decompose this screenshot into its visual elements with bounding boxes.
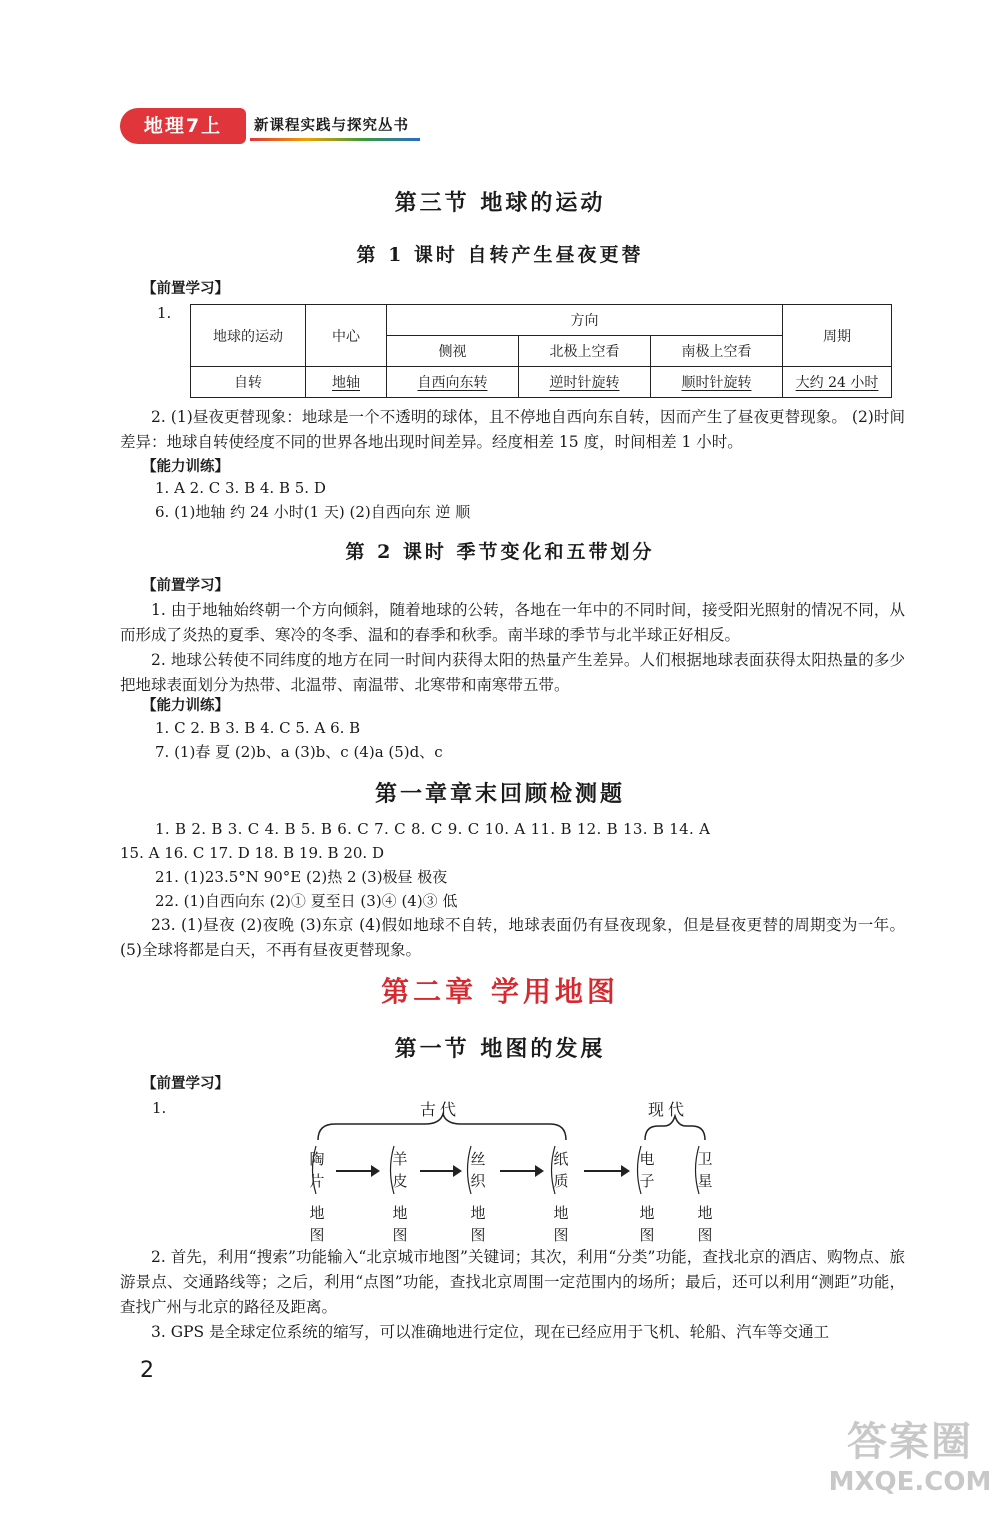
cell-center xyxy=(306,367,387,398)
header-underline xyxy=(250,138,420,141)
header-direction: 方向 xyxy=(387,305,783,336)
char: 图 xyxy=(639,1226,655,1244)
paragraph-q23: 23. (1)昼夜 (2)夜晚 (3)东京 (4)假如地球不自转，地球表面仍有昼夜现象，但是昼夜更替的周期变为一年。(5)全球将都是白天，不再有昼夜更替现象。 xyxy=(120,916,905,959)
medium-silk xyxy=(465,1148,491,1246)
medium-sheepskin xyxy=(387,1148,413,1246)
cell-south xyxy=(651,367,783,398)
header-period: 周期 xyxy=(783,305,892,367)
char: 纸 xyxy=(553,1150,569,1168)
question-number: 1. xyxy=(152,1099,167,1117)
char: 图 xyxy=(697,1226,713,1244)
paragraph-2: 2. 地球公转使不同纬度的地方在同一时间内获得太阳的热量产生差异。人们根据地球表面获得太阳热量的多少把地球表面划分为热带、北温带、南温带、北寒带和南寒带五带。 xyxy=(120,651,905,694)
section-title: 第三节 地球的运动 xyxy=(394,190,606,216)
char: 星 xyxy=(697,1172,713,1190)
answers-line: 22. (1)自西向东 (2)① 夏至日 (3)④ (4)③ 低 xyxy=(155,892,458,910)
chapter-title: 第二章 学用地图 xyxy=(381,975,619,1008)
char: 地 xyxy=(697,1204,713,1222)
char: 子 xyxy=(639,1172,655,1190)
char: 地 xyxy=(553,1204,569,1222)
medium-pottery xyxy=(304,1148,330,1246)
cell-side xyxy=(387,367,519,398)
watermark-line1: 答案圈 xyxy=(847,1419,973,1465)
question-number: 1. xyxy=(157,304,172,322)
paragraph-2: 2. 首先，利用“搜索”功能输入“北京城市地图”关键词；其次，利用“分类”功能，查找北京的酒店、购物点、旅游景点、交通路线等；之后，利用“点图”功能，查找北京周围一定范围内的场所；最后，还可以利用“测距”功能，查找广州与北京的路径及距离。 xyxy=(120,1248,905,1316)
header-south-view: 南极上空看 xyxy=(651,336,783,367)
pre-study-label: 【前置学习】 xyxy=(142,281,229,297)
lesson-2-title: 第 2 课时 季节变化和五带划分 xyxy=(345,541,655,563)
paragraph-1: 1. 由于地轴始终朝一个方向倾斜，随着地球的公转，各地在一年中的不同时间，接受阳光照射的情况不同，从而形成了炎热的夏季、寒冷的冬季、温和的春季和秋季。南半球的季节与北半球正好相反。 xyxy=(120,601,905,644)
char: 地 xyxy=(392,1204,408,1222)
answers-line: 6. (1)地轴 约 24 小时(1 天) (2)自西向东 逆 顺 xyxy=(155,503,471,521)
header-center: 中心 xyxy=(306,305,387,367)
spacer xyxy=(304,1192,330,1202)
char: 图 xyxy=(309,1226,325,1244)
lesson-1-title: 第 1 课时 自转产生昼夜更替 xyxy=(356,244,644,266)
answers-line: 1. C 2. B 3. B 4. C 5. A 6. B xyxy=(155,719,361,737)
char: 地 xyxy=(639,1204,655,1222)
spacer xyxy=(548,1192,574,1202)
arrow-icon xyxy=(336,1170,378,1172)
pre-study-label: 【前置学习】 xyxy=(142,578,229,594)
arrow-icon xyxy=(584,1170,628,1172)
char: 图 xyxy=(470,1226,486,1244)
modern-label: 现代 xyxy=(648,1100,689,1119)
char: 地 xyxy=(470,1204,486,1222)
answer-north: 逆时针旋转 xyxy=(549,375,620,391)
answers-line: 21. (1)23.5°N 90°E (2)热 2 (3)极昼 极夜 xyxy=(155,868,448,886)
char: 织 xyxy=(470,1172,486,1190)
char: 陶 xyxy=(309,1150,325,1168)
medium-paper xyxy=(548,1148,574,1246)
ancient-label: 古代 xyxy=(420,1100,461,1119)
ability-label: 【能力训练】 xyxy=(142,459,229,475)
cell-motion: 自转 xyxy=(191,367,306,398)
series-title: 新课程实践与探究丛书 xyxy=(254,117,409,134)
char: 羊 xyxy=(392,1150,408,1168)
earth-rotation-table xyxy=(190,304,892,398)
char: 地 xyxy=(309,1204,325,1222)
char: 质 xyxy=(553,1172,569,1190)
review-title: 第一章章末回顾检测题 xyxy=(374,781,625,807)
subject-badge: 地理7上 xyxy=(120,108,246,144)
answer-center: 地轴 xyxy=(332,375,360,391)
paragraph-3: 3. GPS 是全球定位系统的缩写，可以准确地进行定位，现在已经应用于飞机、轮船、汽车等交通工 xyxy=(151,1323,830,1341)
char: 皮 xyxy=(392,1172,408,1190)
spacer xyxy=(634,1192,660,1202)
arrow-icon xyxy=(500,1170,542,1172)
paragraph-q2: 2. (1)昼夜更替现象：地球是一个不透明的球体，且不停地自西向东自转，因而产生了昼夜更替现象。 (2)时间差异：地球自转使经度不同的世界各地出现时间差异。经度相差 15 度，时间相差 1 小时。 xyxy=(120,408,905,451)
ability-label: 【能力训练】 xyxy=(142,698,229,714)
answer-south: 顺时针旋转 xyxy=(681,375,752,391)
section-title: 第一节 地图的发展 xyxy=(394,1036,606,1062)
header-side-view: 侧视 xyxy=(387,336,519,367)
arrow-icon xyxy=(420,1170,460,1172)
cell-period xyxy=(783,367,892,398)
answers-line: 15. A 16. C 17. D 18. B 19. B 20. D xyxy=(120,844,384,862)
spacer xyxy=(692,1192,718,1202)
spacer xyxy=(387,1192,413,1202)
header-north-view: 北极上空看 xyxy=(519,336,651,367)
char: 卫 xyxy=(697,1150,713,1168)
medium-satellite xyxy=(692,1148,718,1246)
spacer xyxy=(465,1192,491,1202)
char: 片 xyxy=(309,1172,325,1190)
char: 图 xyxy=(553,1226,569,1244)
medium-electronic xyxy=(634,1148,660,1246)
watermark-line2: MXQE.COM xyxy=(828,1467,992,1497)
answers-line: 1. A 2. C 3. B 4. B 5. D xyxy=(155,479,326,497)
page-number: 2 xyxy=(140,1358,154,1383)
answers-line: 7. (1)春 夏 (2)b、a (3)b、c (4)a (5)d、c xyxy=(155,743,443,761)
pre-study-label: 【前置学习】 xyxy=(142,1076,229,1092)
char: 丝 xyxy=(470,1150,486,1168)
header-motion: 地球的运动 xyxy=(191,305,306,367)
char: 电 xyxy=(639,1150,655,1168)
answers-line: 1. B 2. B 3. C 4. B 5. B 6. C 7. C 8. C 9. C 10. A 11. B 12. B 13. B 14. A xyxy=(155,820,711,838)
watermark xyxy=(820,1410,1000,1497)
char: 图 xyxy=(392,1226,408,1244)
answer-period: 大约 24 小时 xyxy=(795,375,879,391)
cell-north xyxy=(519,367,651,398)
answer-side: 自西向东转 xyxy=(417,375,488,391)
